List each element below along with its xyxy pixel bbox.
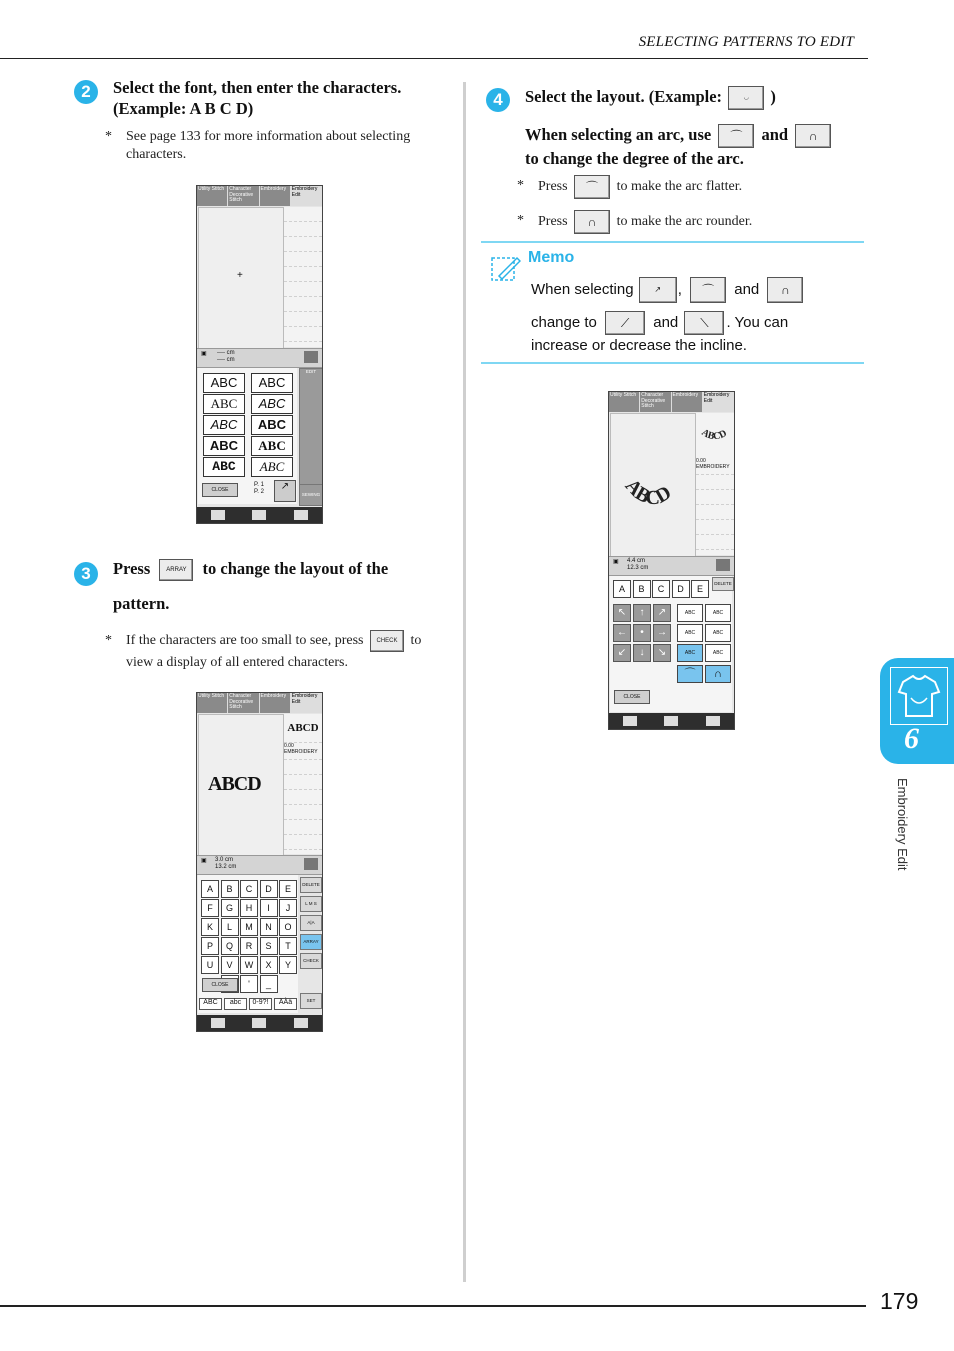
- key-button[interactable]: P: [201, 937, 219, 955]
- memo-line1-pre: When selecting: [531, 280, 634, 298]
- font-button-10[interactable]: ABC: [251, 457, 293, 477]
- font-button-1[interactable]: ABC: [203, 373, 245, 393]
- key-button[interactable]: J: [279, 899, 297, 917]
- arc-rounder-icon: ∩: [795, 124, 831, 148]
- size-info-bar: [197, 348, 322, 368]
- arrow-down-right-icon[interactable]: ↘: [653, 644, 671, 662]
- note-asterisk: *: [105, 129, 112, 144]
- edit-canvas: [198, 207, 284, 349]
- screen-tabbar: [609, 392, 734, 412]
- entered-character[interactable]: A: [613, 580, 631, 598]
- size-width: ---- cm: [217, 357, 235, 363]
- step-2-note-line1: See page 133 for more information about selecting: [126, 129, 411, 144]
- shirt-icon: [891, 668, 947, 724]
- layout-vertical-button[interactable]: ABC: [705, 624, 731, 642]
- page-indicator: [254, 482, 264, 496]
- font-change-button[interactable]: A|A: [300, 915, 322, 931]
- arc-line-pre: When selecting an arc, use: [525, 125, 712, 144]
- chapter-label: Embroidery Edit: [895, 778, 910, 871]
- entered-character[interactable]: E: [691, 580, 709, 598]
- center-crosshair-icon: +: [237, 270, 243, 281]
- font-button-4[interactable]: ABC: [251, 394, 293, 414]
- set-button[interactable]: SET: [300, 993, 322, 1009]
- memo-line2-pre: change to: [531, 313, 597, 331]
- page-number: 179: [880, 1288, 919, 1314]
- page-current: P. 1: [254, 482, 264, 488]
- memo-line2-post: . You can: [726, 313, 789, 331]
- size-icon: ▣: [613, 559, 619, 565]
- entered-character[interactable]: B: [633, 580, 651, 598]
- step-2-badge: 2: [74, 80, 98, 104]
- size-info-bar: [197, 855, 322, 875]
- memo-line-3: increase or decrease the incline.: [531, 337, 747, 354]
- arc-thumbnail-text: ABCD: [699, 426, 729, 443]
- key-button[interactable]: U: [201, 956, 219, 974]
- screen-array-layout: [608, 391, 735, 730]
- edit-canvas: [610, 413, 696, 557]
- thread-count: 0.00: [696, 458, 706, 464]
- step-3-badge: 3: [74, 562, 98, 586]
- memo-line-1: [531, 277, 807, 303]
- key-button[interactable]: D: [260, 880, 278, 898]
- step-3-heading-pre: Press: [113, 559, 151, 578]
- key-button[interactable]: Q: [221, 937, 239, 955]
- check-button-icon: CHECK: [370, 630, 404, 652]
- arc-flatter-icon: ⌒: [718, 124, 754, 148]
- step-3-note: [105, 630, 456, 672]
- key-button[interactable]: I: [260, 899, 278, 917]
- page-scroll-icon[interactable]: ↗: [274, 480, 296, 502]
- array-button[interactable]: ARRAY: [300, 934, 322, 950]
- thread-icon[interactable]: [716, 559, 730, 571]
- character-mode-bar: [199, 998, 297, 1010]
- key-button[interactable]: W: [240, 956, 258, 974]
- close-button[interactable]: CLOSE: [202, 978, 238, 992]
- thread-count: 0.00: [284, 743, 294, 749]
- step-4-note-1: [517, 175, 858, 199]
- step-4-heading-pre: Select the layout. (Example:: [525, 87, 723, 106]
- edit-button[interactable]: EDIT: [299, 368, 323, 485]
- font-button-3[interactable]: ABC: [203, 394, 245, 414]
- thread-label: EMBROIDERY: [284, 749, 318, 755]
- entered-character[interactable]: D: [672, 580, 690, 598]
- arc-rounder-button[interactable]: ∩: [705, 665, 731, 683]
- arrow-down-left-icon[interactable]: ↙: [613, 644, 631, 662]
- key-button[interactable]: R: [240, 937, 258, 955]
- arc-flatter-icon: ⌒: [574, 175, 610, 199]
- svg-text:ABCD: [621, 475, 675, 509]
- settings-icon[interactable]: [294, 510, 308, 520]
- tab-embroidery-edit[interactable]: Embroidery Edit: [291, 186, 322, 206]
- step-4-heading: [525, 86, 865, 110]
- key-button[interactable]: _: [260, 975, 278, 993]
- chapter-number: 6: [904, 722, 919, 755]
- note-2-post: to make the arc rounder.: [616, 214, 753, 230]
- step-3-note-post: to: [410, 633, 422, 649]
- step-3-note-line2: view a display of all entered characters.: [126, 655, 348, 670]
- page-icon[interactable]: [211, 510, 225, 520]
- memo-line2-and: and: [653, 313, 679, 331]
- note-asterisk: *: [517, 213, 524, 228]
- arc-pattern-thumbnail: [696, 413, 734, 453]
- font-size-button[interactable]: L M S: [300, 896, 322, 912]
- step-2-heading-line2: (Example: A B C D): [113, 99, 254, 118]
- incline-increase-icon: ⟍: [684, 311, 724, 335]
- arc-pattern-preview: [611, 414, 695, 556]
- tab-character-decorative[interactable]: Character Decorative Stitch: [640, 392, 671, 412]
- screen-character-entry: [196, 692, 323, 1032]
- arc-rounder-icon: ∩: [574, 210, 610, 234]
- layout-arc-reverse-button[interactable]: ABC: [705, 644, 731, 662]
- arc-flatter-icon: ⌒: [690, 277, 726, 303]
- pattern-preview: ABCD: [208, 773, 261, 795]
- center-icon[interactable]: •: [633, 624, 651, 642]
- thread-label: EMBROIDERY: [696, 464, 730, 470]
- font-button-8[interactable]: ABC: [251, 436, 293, 456]
- key-button[interactable]: T: [279, 937, 297, 955]
- memo-top-rule: [481, 241, 864, 243]
- tab-utility-stitch[interactable]: Utility Stitch: [197, 186, 228, 206]
- step-3-heading: [113, 558, 453, 614]
- arrow-up-icon[interactable]: ↑: [633, 604, 651, 622]
- settings-icon[interactable]: [294, 1018, 308, 1028]
- note-1-post: to make the arc flatter.: [616, 179, 743, 195]
- arrow-down-icon[interactable]: ↓: [633, 644, 651, 662]
- arrow-right-icon[interactable]: →: [653, 624, 671, 642]
- font-button-5[interactable]: ABC: [203, 415, 245, 435]
- memo-comma: ,: [677, 280, 682, 298]
- help-icon[interactable]: [664, 716, 678, 726]
- font-button-6[interactable]: ABC: [251, 415, 293, 435]
- tab-embroidery[interactable]: Embroidery: [672, 392, 703, 412]
- arrow-up-left-icon[interactable]: ↖: [613, 604, 631, 622]
- key-button[interactable]: ': [240, 975, 258, 993]
- incline-decrease-icon: ⟋: [605, 311, 645, 335]
- page-icon[interactable]: [211, 1018, 225, 1028]
- size-info-bar: [609, 556, 734, 576]
- size-icon: ▣: [201, 351, 207, 357]
- chapter-embroidery-icon: [890, 667, 948, 725]
- size-width: 12.3 cm: [627, 565, 649, 571]
- key-button[interactable]: G: [221, 899, 239, 917]
- key-button[interactable]: N: [260, 918, 278, 936]
- close-button[interactable]: CLOSE: [614, 690, 650, 704]
- note-asterisk: *: [517, 178, 524, 193]
- arrow-left-icon[interactable]: ←: [613, 624, 631, 642]
- memo-bottom-rule: [481, 362, 864, 364]
- key-button[interactable]: A: [201, 880, 219, 898]
- layout-arc-button[interactable]: ABC: [677, 644, 703, 662]
- svg-text:ABCD: [699, 427, 728, 442]
- sewing-button[interactable]: SEWING: [299, 484, 323, 506]
- step-2-note-line2: characters.: [126, 146, 187, 162]
- key-button[interactable]: M: [240, 918, 258, 936]
- key-button[interactable]: Y: [279, 956, 297, 974]
- screen-tabbar: [197, 186, 322, 206]
- mode-numbers[interactable]: 0-9?!: [249, 998, 272, 1010]
- array-button-icon: ARRAY: [159, 559, 193, 581]
- mode-uppercase[interactable]: ABC: [199, 998, 222, 1010]
- size-height: 4.4 cm: [627, 558, 646, 564]
- step-4-badge: 4: [486, 88, 510, 112]
- thumbnail-panel: [695, 413, 734, 555]
- page-icon[interactable]: [623, 716, 637, 726]
- font-button-2[interactable]: ABC: [251, 373, 293, 393]
- layout-slant-button[interactable]: ABC: [705, 604, 731, 622]
- header-rule: [0, 58, 868, 59]
- tab-character-decorative[interactable]: Character Decorative Stitch: [228, 693, 259, 713]
- tab-embroidery[interactable]: Embroidery: [260, 186, 291, 206]
- thread-icon[interactable]: [304, 351, 318, 363]
- page-total: P. 2: [254, 489, 264, 495]
- arc-rounder-icon: ∩: [767, 277, 803, 303]
- tab-embroidery-edit[interactable]: Embroidery Edit: [703, 392, 734, 412]
- font-button-9[interactable]: ABC: [203, 457, 245, 477]
- key-button[interactable]: V: [221, 956, 239, 974]
- step-4-arc-instruction: [525, 124, 865, 169]
- key-button[interactable]: S: [260, 937, 278, 955]
- size-height: ---- cm: [217, 350, 235, 356]
- arc-line-2: to change the degree of the arc.: [525, 149, 744, 169]
- screen-bottom-bar: [197, 1015, 322, 1031]
- tab-embroidery[interactable]: Embroidery: [260, 693, 291, 713]
- step-3-note-pre: If the characters are too small to see, press: [126, 633, 364, 649]
- step-3-heading-post: to change the layout of the: [202, 559, 389, 578]
- thread-info: [284, 743, 322, 760]
- running-header: SELECTING PATTERNS TO EDIT: [638, 34, 854, 50]
- step-4-heading-post: ): [770, 87, 776, 106]
- note-1-pre: Press: [538, 179, 568, 195]
- key-button[interactable]: E: [279, 880, 297, 898]
- tab-embroidery-edit[interactable]: Embroidery Edit: [291, 693, 322, 713]
- arrow-up-right-icon[interactable]: ↗: [653, 604, 671, 622]
- close-button[interactable]: CLOSE: [202, 483, 238, 497]
- key-button[interactable]: B: [221, 880, 239, 898]
- arc-line-and: and: [761, 125, 789, 144]
- arc-layout-icon: ◡: [728, 86, 764, 110]
- key-button[interactable]: F: [201, 899, 219, 917]
- key-button[interactable]: C: [240, 880, 258, 898]
- note-asterisk: *: [105, 633, 112, 648]
- screen-bottom-bar: [609, 713, 734, 729]
- tab-utility-stitch[interactable]: Utility Stitch: [609, 392, 640, 412]
- screen-tabbar: [197, 693, 322, 713]
- thread-icon[interactable]: [304, 858, 318, 870]
- edit-canvas: [198, 714, 284, 856]
- key-button[interactable]: O: [279, 918, 297, 936]
- size-icon: ▣: [201, 858, 207, 864]
- key-button[interactable]: X: [260, 956, 278, 974]
- key-button[interactable]: L: [221, 918, 239, 936]
- memo-pencil-icon: [491, 254, 521, 282]
- thumbnail-panel: [283, 714, 322, 854]
- arc-flatter-button[interactable]: ⌒: [677, 665, 703, 683]
- thread-info: [696, 458, 734, 475]
- tab-character-decorative[interactable]: Character Decorative Stitch: [228, 186, 259, 206]
- footer-rule: [0, 1305, 866, 1307]
- delete-button[interactable]: DELETE: [712, 577, 734, 591]
- entered-character[interactable]: C: [652, 580, 670, 598]
- layout-straight-button[interactable]: ABC: [677, 604, 703, 622]
- step-2-note: [105, 128, 456, 163]
- pattern-thumbnail: ABCD: [284, 714, 322, 743]
- memo-title: Memo: [528, 249, 575, 266]
- slant-up-layout-icon: ↗: [639, 277, 677, 303]
- delete-button[interactable]: DELETE: [300, 877, 322, 893]
- step-3-heading-line2: pattern.: [113, 594, 170, 614]
- thumbnail-panel: [283, 207, 322, 347]
- check-button[interactable]: CHECK: [300, 953, 322, 969]
- size-width: 13.2 cm: [215, 864, 237, 870]
- mode-lowercase[interactable]: abc: [224, 998, 247, 1010]
- step-2-heading-line1: Select the font, then enter the characters.: [113, 78, 402, 97]
- screen-bottom-bar: [197, 507, 322, 523]
- mode-accented[interactable]: ÄÀä: [274, 998, 297, 1010]
- size-height: 3.0 cm: [215, 857, 234, 863]
- key-button[interactable]: K: [201, 918, 219, 936]
- step-4-note-2: [517, 210, 858, 234]
- settings-icon[interactable]: [706, 716, 720, 726]
- font-button-7[interactable]: ABC: [203, 436, 245, 456]
- key-button[interactable]: H: [240, 899, 258, 917]
- step-2-heading: [113, 77, 401, 119]
- tab-utility-stitch[interactable]: Utility Stitch: [197, 693, 228, 713]
- layout-step-button[interactable]: ABC: [677, 624, 703, 642]
- arc-preview-text: ABCD: [620, 474, 676, 510]
- column-divider: [463, 82, 466, 1282]
- memo-line-2: [531, 311, 788, 335]
- memo-line1-and: and: [734, 280, 760, 298]
- note-2-pre: Press: [538, 214, 568, 230]
- help-icon[interactable]: [252, 510, 266, 520]
- help-icon[interactable]: [252, 1018, 266, 1028]
- screen-font-select: [196, 185, 323, 524]
